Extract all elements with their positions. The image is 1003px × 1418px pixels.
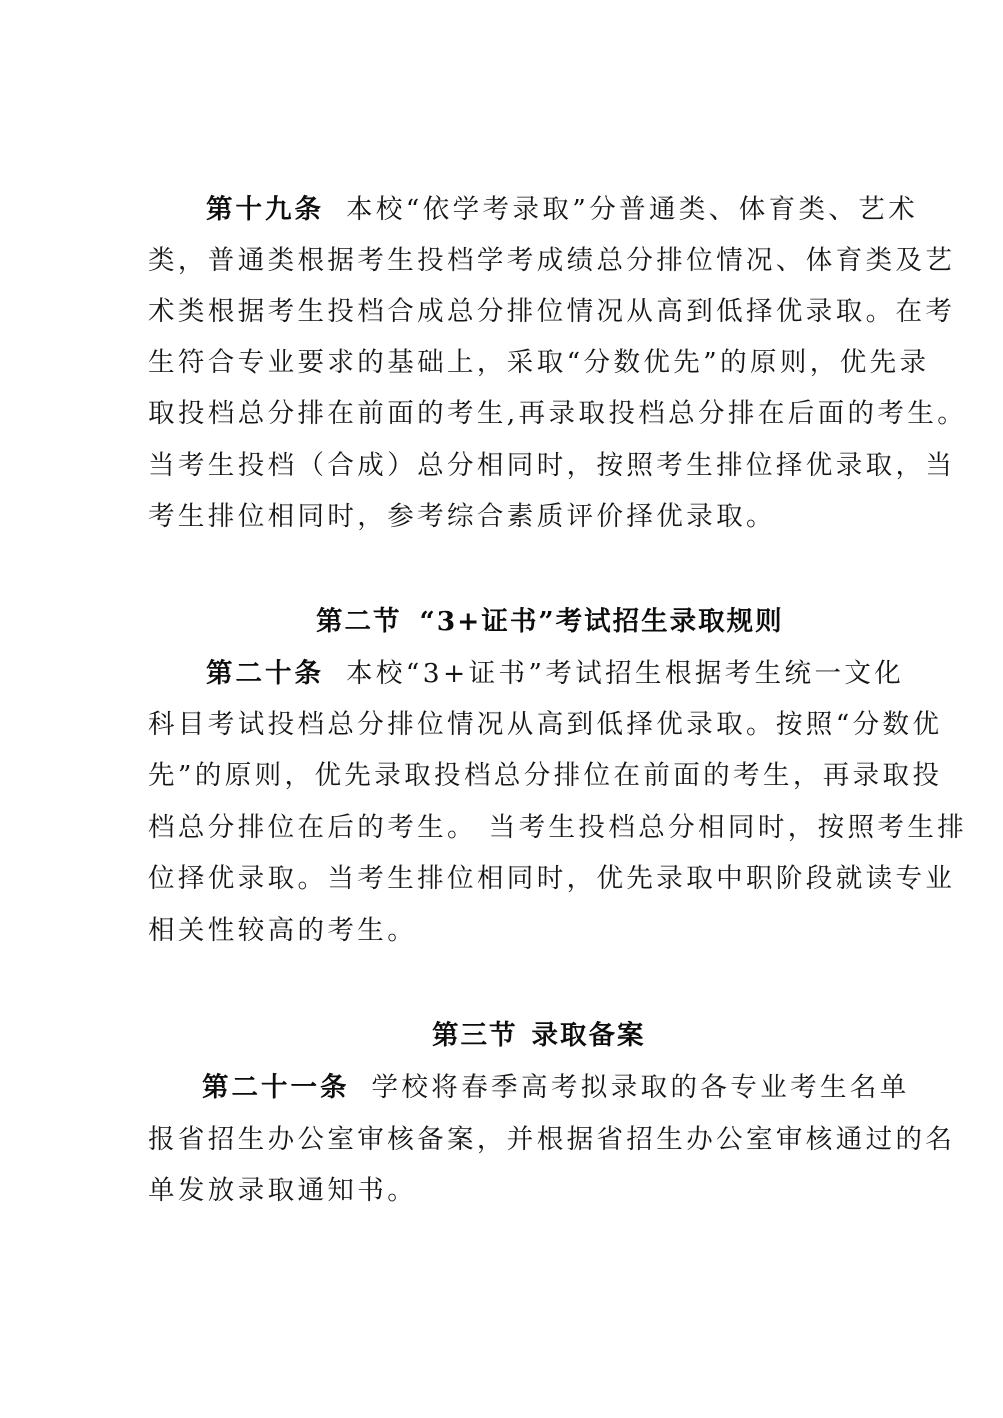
article-21-line-3: 单发放录取通知书。 [148, 1175, 418, 1206]
section-2-heading [316, 602, 784, 642]
article-21-line-2: 报省招生办公室审核备案，并根据省招生办公室审核通过的名 [148, 1124, 956, 1155]
section-2-prefix: 第二节 [316, 606, 402, 637]
article-19-number: 第十九条 [206, 194, 324, 225]
article-20-line-2: 科目考试投档总分排位情况从高到低择优录取。按照“分数优 [148, 709, 943, 740]
article-20-line-3: 先”的原则，优先录取投档总分排位在前面的考生，再录取投 [148, 760, 943, 791]
article-19-line-4: 生符合专业要求的基础上，采取“分数优先”的原则，优先录 [148, 347, 930, 378]
article-19-line-6: 当考生投档（合成）总分相同时，按照考生排位择优录取，当 [148, 450, 956, 481]
article-20-line-5: 位择优录取。当考生排位相同时，优先录取中职阶段就读专业 [148, 863, 956, 894]
article-20-text: 本校“3+证书”考试招生根据考生统一文化 [346, 658, 905, 689]
section-2-title: “3+证书”考试招生录取规则 [419, 606, 784, 637]
section-3-heading [432, 1016, 646, 1056]
article-20-line-1 [206, 654, 905, 694]
section-3-prefix: 第三节 [432, 1020, 518, 1051]
article-20-line-6: 相关性较高的考生。 [148, 915, 418, 946]
article-19-line-7: 考生排位相同时，参考综合素质评价择优录取。 [148, 501, 776, 532]
article-20-number: 第二十条 [206, 658, 324, 689]
article-21-text: 学校将春季高考拟录取的各专业考生名单 [371, 1072, 910, 1103]
article-19-text: 本校“依学考录取”分普通类、体育类、艺术 [346, 194, 919, 225]
article-19-line-3: 术类根据考生投档合成总分排位情况从高到低择优录取。在考 [148, 296, 956, 327]
article-21-line-1 [202, 1068, 910, 1108]
section-3-title: 录取备案 [531, 1020, 646, 1051]
article-19-line-2: 类，普通类根据考生投档学考成绩总分排位情况、体育类及艺 [148, 245, 956, 276]
article-20-line-4: 档总分排位在后的考生。 当考生投档总分相同时，按照考生排 [148, 812, 968, 843]
article-21-number: 第二十一条 [202, 1072, 350, 1103]
article-19-line-5: 取投档总分排在前面的考生,再录取投档总分排在后面的考生。 [148, 398, 968, 429]
article-19-line-1 [206, 190, 919, 230]
